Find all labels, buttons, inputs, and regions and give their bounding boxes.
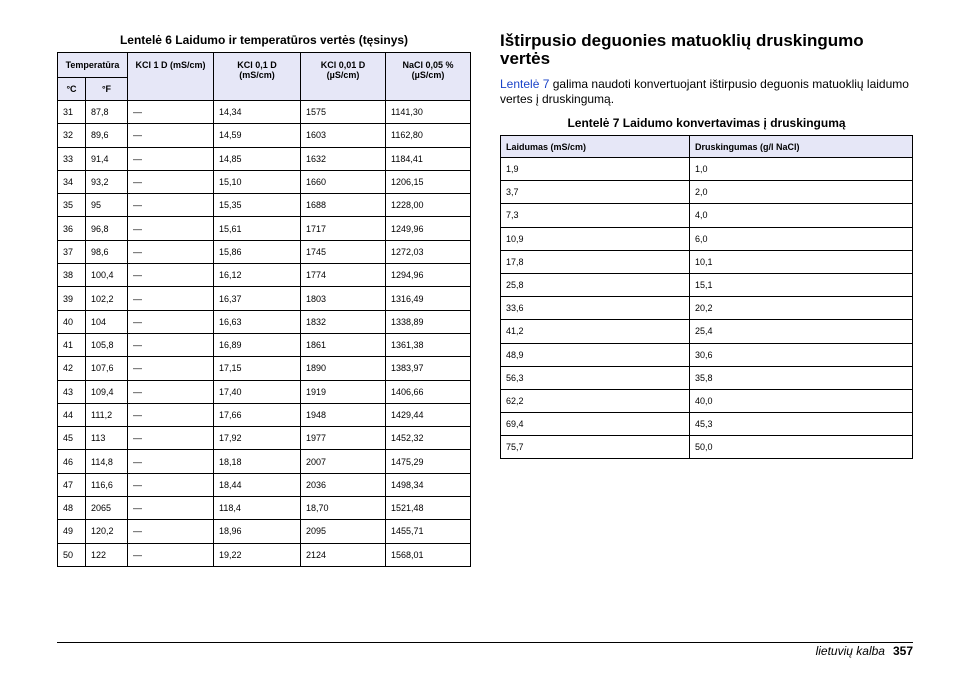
table-cell: — [128, 427, 214, 450]
header-kcl-01d: KCl 0,1 D (mS/cm) [214, 53, 301, 101]
table-cell: 40 [58, 310, 86, 333]
table-row [501, 227, 913, 250]
table-cell: 2095 [301, 520, 386, 543]
table-cell: 1429,44 [386, 403, 471, 426]
table-row [501, 389, 913, 412]
page-number: 357 [892, 644, 913, 658]
table-cell: 25,4 [690, 320, 913, 343]
table-cell: 1948 [301, 403, 386, 426]
table-cell: 1774 [301, 264, 386, 287]
table-cell: 98,6 [86, 240, 128, 263]
table-cell: 111,2 [86, 403, 128, 426]
table-cell: 1406,66 [386, 380, 471, 403]
table-cell: 38 [58, 264, 86, 287]
header-conductivity: Laidumas (mS/cm) [501, 136, 690, 158]
table-cell: 18,18 [214, 450, 301, 473]
table-cell: 120,2 [86, 520, 128, 543]
table-cell: 49 [58, 520, 86, 543]
table-cell: 6,0 [690, 227, 913, 250]
section-paragraph [500, 77, 910, 107]
conductivity-salinity-table [500, 135, 913, 459]
table-cell: 114,8 [86, 450, 128, 473]
table-cell: — [128, 170, 214, 193]
table-cell: 96,8 [86, 217, 128, 240]
table-cell: 93,2 [86, 170, 128, 193]
table-cell: 1,0 [690, 158, 913, 181]
table-cell: 4,0 [690, 204, 913, 227]
table-cell: 1832 [301, 310, 386, 333]
table-cell: 46 [58, 450, 86, 473]
table-cell: 17,8 [501, 250, 690, 273]
table-row [58, 427, 471, 450]
table-cell: 91,4 [86, 147, 128, 170]
table-cell: 1803 [301, 287, 386, 310]
table-cell: 42 [58, 357, 86, 380]
table-row [58, 124, 471, 147]
header-nacl: NaCl 0,05 % (µS/cm) [386, 53, 471, 101]
table-cell: 15,1 [690, 273, 913, 296]
table-row [58, 101, 471, 124]
table-row [501, 158, 913, 181]
table-cell: 1184,41 [386, 147, 471, 170]
table-cell: — [128, 380, 214, 403]
table-cell: 1745 [301, 240, 386, 263]
table-cell: 1521,48 [386, 497, 471, 520]
table-cell: 1890 [301, 357, 386, 380]
table-cell: 1316,49 [386, 287, 471, 310]
table-row [58, 450, 471, 473]
table-cell: 15,10 [214, 170, 301, 193]
table-row [58, 264, 471, 287]
table-cell: 10,9 [501, 227, 690, 250]
table-cell: — [128, 194, 214, 217]
table-row [58, 543, 471, 566]
table-cell: 1361,38 [386, 333, 471, 356]
table-cell: 1338,89 [386, 310, 471, 333]
header-kcl-001d: KCl 0,01 D (µS/cm) [301, 53, 386, 101]
table-cell: 33 [58, 147, 86, 170]
table-row [501, 204, 913, 227]
table-cell: 2007 [301, 450, 386, 473]
table-cell: 62,2 [501, 389, 690, 412]
table-cell: 1717 [301, 217, 386, 240]
table-cell: 33,6 [501, 297, 690, 320]
table-row [58, 333, 471, 356]
table-cell: 1575 [301, 101, 386, 124]
table-cell: 1,9 [501, 158, 690, 181]
table6-caption: Lentelė 6 Laidumo ir temperatūros vertės (tęsinys) [119, 33, 409, 47]
table-cell: 107,6 [86, 357, 128, 380]
page-footer [816, 644, 913, 658]
footer-language: lietuvių kalba [815, 644, 885, 658]
table-cell: 25,8 [501, 273, 690, 296]
table-row [501, 413, 913, 436]
table-cell: 1861 [301, 333, 386, 356]
header-salinity: Druskingumas (g/l NaCl) [690, 136, 913, 158]
table-row [58, 403, 471, 426]
table-cell: 116,6 [86, 473, 128, 496]
table-cell: 1977 [301, 427, 386, 450]
table-cell: 56,3 [501, 366, 690, 389]
table-row [58, 287, 471, 310]
table-cell: 15,86 [214, 240, 301, 263]
table-cell: 10,1 [690, 250, 913, 273]
table-cell: — [128, 264, 214, 287]
header-celsius: °C [58, 78, 86, 101]
table-cell: 16,12 [214, 264, 301, 287]
table-cell: 89,6 [86, 124, 128, 147]
table-cell: — [128, 147, 214, 170]
table-cell: 17,66 [214, 403, 301, 426]
table-cell: 17,15 [214, 357, 301, 380]
table-cell: 14,59 [214, 124, 301, 147]
table-row [58, 170, 471, 193]
table-cell: 69,4 [501, 413, 690, 436]
table-cell: 47 [58, 473, 86, 496]
table-cell: 37 [58, 240, 86, 263]
table-cell: 31 [58, 101, 86, 124]
table-cell: 2,0 [690, 181, 913, 204]
table-cell: 50 [58, 543, 86, 566]
table-cell: 34 [58, 170, 86, 193]
table-cell: 1228,00 [386, 194, 471, 217]
table-cell: 1568,01 [386, 543, 471, 566]
table-cell: 45,3 [690, 413, 913, 436]
table-cell: 14,85 [214, 147, 301, 170]
table-row [58, 497, 471, 520]
section-heading: Ištirpusio deguonies matuoklių druskingumo vertės [500, 31, 864, 68]
table-cell: 95 [86, 194, 128, 217]
table-cell: 7,3 [501, 204, 690, 227]
table-cell: 1455,71 [386, 520, 471, 543]
footer-divider [57, 642, 913, 643]
table-row [58, 357, 471, 380]
table-cell: 41,2 [501, 320, 690, 343]
table-cell: 16,89 [214, 333, 301, 356]
table-cell: 2065 [86, 497, 128, 520]
table-row [58, 310, 471, 333]
table-cell: 39 [58, 287, 86, 310]
table-row [58, 473, 471, 496]
table-cell: 44 [58, 403, 86, 426]
table-cell: 1141,30 [386, 101, 471, 124]
table-cell: 1660 [301, 170, 386, 193]
table-cell: 18,96 [214, 520, 301, 543]
table-row [501, 297, 913, 320]
table-cell: — [128, 450, 214, 473]
table-cell: 1632 [301, 147, 386, 170]
table-cell: 17,92 [214, 427, 301, 450]
table-cell: 87,8 [86, 101, 128, 124]
table-cell: — [128, 357, 214, 380]
table-cell: — [128, 287, 214, 310]
table-cell: 18,70 [301, 497, 386, 520]
table-cell: 43 [58, 380, 86, 403]
table7-link[interactable]: Lentelė 7 [500, 77, 550, 91]
table-cell: 1603 [301, 124, 386, 147]
table-cell: 1919 [301, 380, 386, 403]
table-cell: 1383,97 [386, 357, 471, 380]
table-row [501, 273, 913, 296]
paragraph-text: galima naudoti konvertuojant ištirpusio deguonis matuoklių laidumo vertes į druskingumą. [500, 77, 909, 106]
table-cell: 1206,15 [386, 170, 471, 193]
table-row [501, 320, 913, 343]
table-cell: 19,22 [214, 543, 301, 566]
table-cell: 35,8 [690, 366, 913, 389]
table-cell: 1249,96 [386, 217, 471, 240]
table-row [58, 240, 471, 263]
table-cell: 1475,29 [386, 450, 471, 473]
header-temperature: Temperatūra [58, 53, 128, 78]
conductivity-temperature-table [57, 52, 471, 567]
table7-caption: Lentelė 7 Laidumo konvertavimas į druskingumą [567, 116, 846, 130]
table-cell: 15,35 [214, 194, 301, 217]
table-cell: 109,4 [86, 380, 128, 403]
table-cell: 104 [86, 310, 128, 333]
table-row [501, 366, 913, 389]
table-cell: 1498,34 [386, 473, 471, 496]
table-cell: 48,9 [501, 343, 690, 366]
table-cell: — [128, 310, 214, 333]
table-row [501, 181, 913, 204]
table-cell: 41 [58, 333, 86, 356]
table-cell: 2124 [301, 543, 386, 566]
table-cell: 16,63 [214, 310, 301, 333]
table-cell: 45 [58, 427, 86, 450]
table-cell: — [128, 473, 214, 496]
table-cell: 1272,03 [386, 240, 471, 263]
table-cell: 102,2 [86, 287, 128, 310]
table-cell: 32 [58, 124, 86, 147]
table-cell: 35 [58, 194, 86, 217]
table-cell: 1688 [301, 194, 386, 217]
table-row [58, 147, 471, 170]
table-cell: 118,4 [214, 497, 301, 520]
table-cell: — [128, 497, 214, 520]
table-cell: — [128, 333, 214, 356]
table-row [58, 194, 471, 217]
table-cell: 3,7 [501, 181, 690, 204]
table-cell: 113 [86, 427, 128, 450]
table-cell: — [128, 543, 214, 566]
header-kcl-1d: KCl 1 D (mS/cm) [128, 53, 214, 101]
header-fahrenheit: °F [86, 78, 128, 101]
table-cell: 40,0 [690, 389, 913, 412]
table-cell: 20,2 [690, 297, 913, 320]
table-cell: 30,6 [690, 343, 913, 366]
table-cell: — [128, 520, 214, 543]
table-row [501, 343, 913, 366]
table-row [58, 380, 471, 403]
table-cell: 105,8 [86, 333, 128, 356]
table-cell: — [128, 217, 214, 240]
table-cell: 75,7 [501, 436, 690, 459]
table-cell: 36 [58, 217, 86, 240]
table-cell: — [128, 240, 214, 263]
table-cell: 16,37 [214, 287, 301, 310]
table-cell: — [128, 124, 214, 147]
table-cell: — [128, 101, 214, 124]
table-row [58, 217, 471, 240]
table-cell: 48 [58, 497, 86, 520]
table-cell: 2036 [301, 473, 386, 496]
table-row [58, 520, 471, 543]
table-row [501, 436, 913, 459]
table-row [501, 250, 913, 273]
table-cell: 100,4 [86, 264, 128, 287]
table-cell: 50,0 [690, 436, 913, 459]
table-cell: 1162,80 [386, 124, 471, 147]
table-cell: 1452,32 [386, 427, 471, 450]
table-cell: 122 [86, 543, 128, 566]
table-cell: 17,40 [214, 380, 301, 403]
table-cell: 18,44 [214, 473, 301, 496]
table-cell: — [128, 403, 214, 426]
table-cell: 1294,96 [386, 264, 471, 287]
table-cell: 15,61 [214, 217, 301, 240]
table-cell: 14,34 [214, 101, 301, 124]
